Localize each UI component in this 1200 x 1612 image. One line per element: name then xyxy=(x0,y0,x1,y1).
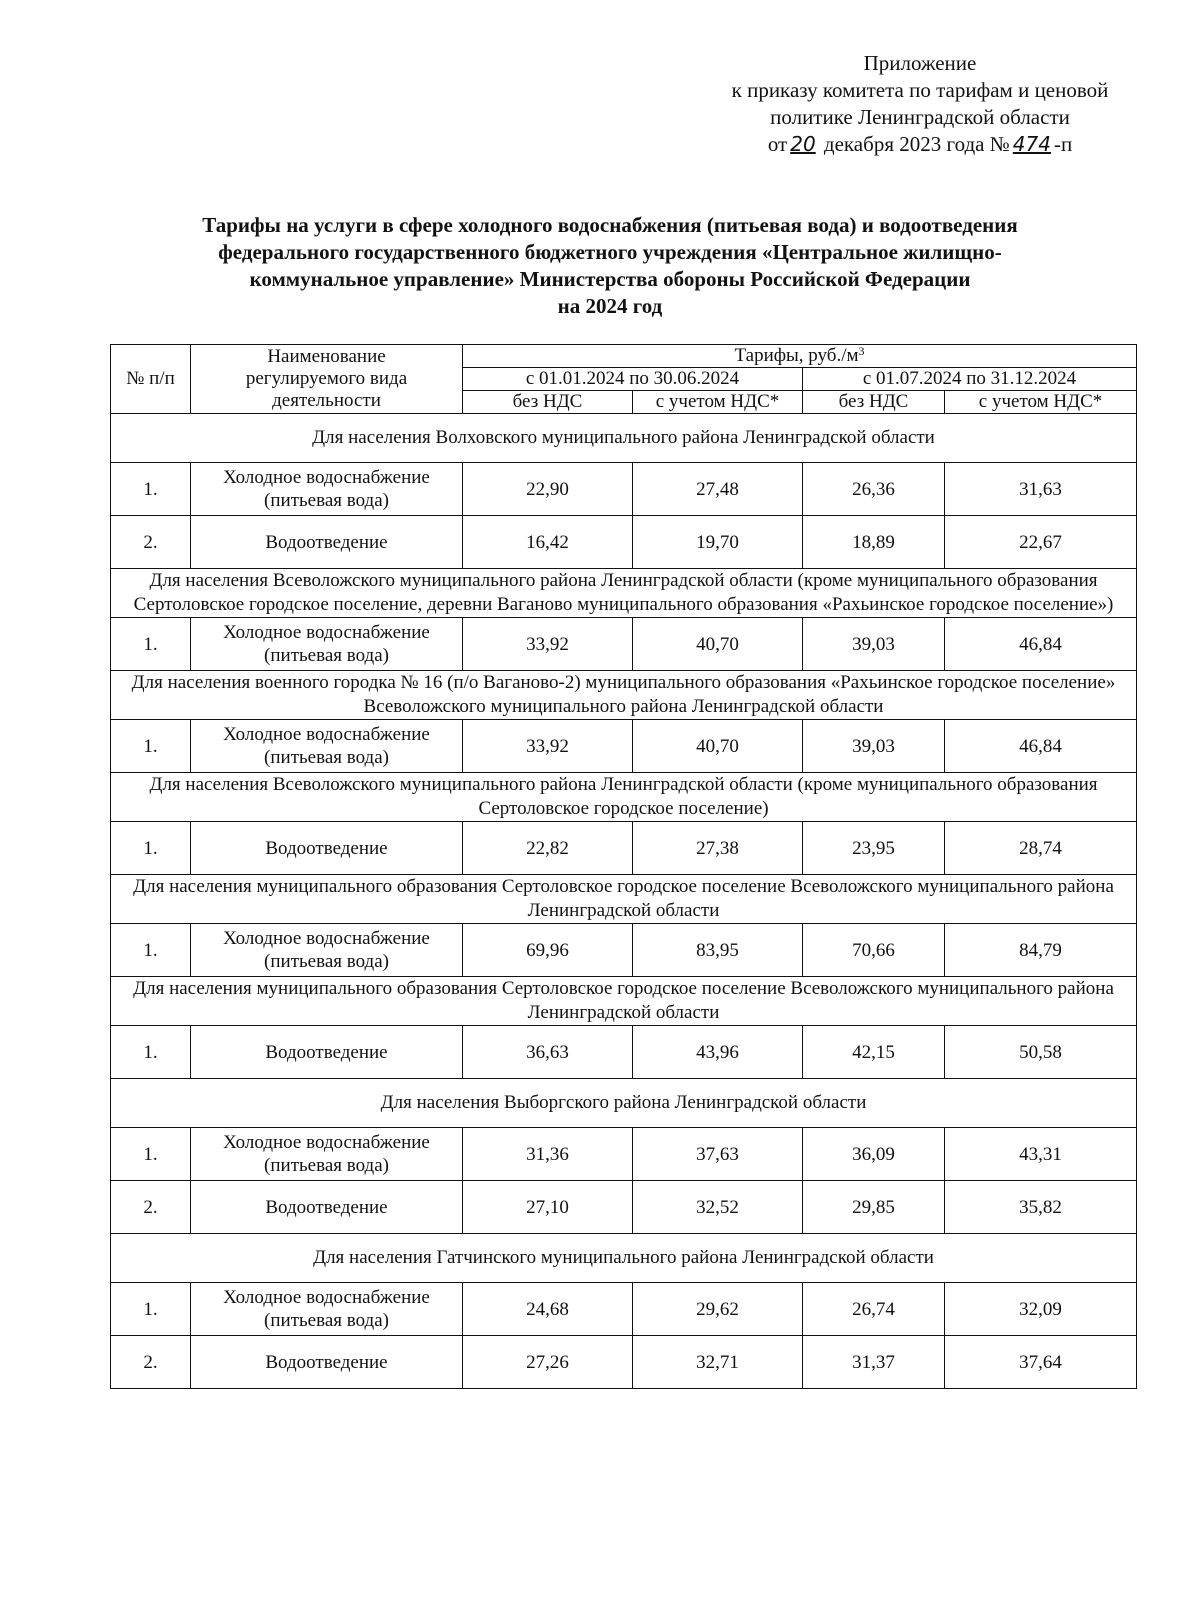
tariff-value: 19,70 xyxy=(633,516,803,569)
row-activity xyxy=(191,1128,463,1181)
row-activity-line-1: Холодное водоснабжение xyxy=(223,928,430,949)
tariff-value: 29,85 xyxy=(803,1181,945,1234)
header-activity xyxy=(191,345,463,414)
table-row xyxy=(111,1026,1137,1079)
tariff-value: 39,03 xyxy=(803,720,945,773)
title-line-2: федерального государственного бюджетного учреждения «Центральное жилищно- xyxy=(218,240,1002,264)
date-prefix: от xyxy=(767,132,788,156)
appendix-line-2: к приказу комитета по тарифам и ценовой xyxy=(731,78,1109,102)
header-period-1: с 01.01.2024 по 30.06.2024 xyxy=(463,368,803,391)
row-number: 1. xyxy=(111,1128,191,1181)
title-line-3: коммунальное управление» Министерства обороны Российской Федерации xyxy=(249,267,971,291)
section-row xyxy=(111,875,1137,924)
tariff-value: 31,36 xyxy=(463,1128,633,1181)
header-period-2: с 01.07.2024 по 31.12.2024 xyxy=(803,368,1137,391)
header-activity-line-1: Наименование xyxy=(267,346,386,367)
appendix-line-3: политике Ленинградской области xyxy=(770,105,1070,129)
row-activity-line-1: Водоотведение xyxy=(265,1351,388,1373)
tariff-value: 37,64 xyxy=(945,1336,1137,1389)
section-title: Для населения Волховского муниципального района Ленинградской области xyxy=(111,414,1137,463)
row-number: 1. xyxy=(111,463,191,516)
tariff-value: 69,96 xyxy=(463,924,633,977)
row-number: 1. xyxy=(111,924,191,977)
header-tariffs-label: Тарифы, руб./м xyxy=(734,345,859,366)
table-row xyxy=(111,516,1137,569)
header-activity-line-3: деятельности xyxy=(272,390,381,411)
tariff-value: 42,15 xyxy=(803,1026,945,1079)
appendix-date-line xyxy=(690,131,1150,158)
row-number: 2. xyxy=(111,516,191,569)
tariff-value: 32,71 xyxy=(633,1336,803,1389)
row-activity-line-2: (питьевая вода) xyxy=(264,490,389,511)
section-title: Для населения Всеволожского муниципального района Ленинградской области (кроме муниципального образования Сертоловское городское поселение, деревни Ваганово муниципального образования «Рахьинское городское поселение») xyxy=(111,569,1137,618)
tariff-value: 31,37 xyxy=(803,1336,945,1389)
section-title: Для населения Всеволожского муниципального района Ленинградской области (кроме муниципального образования Сертоловское городское поселение) xyxy=(111,773,1137,822)
tariff-value: 32,09 xyxy=(945,1283,1137,1336)
header-p1-no-vat: без НДС xyxy=(463,391,633,414)
row-activity xyxy=(191,516,463,569)
row-activity-line-1: Водоотведение xyxy=(265,1041,388,1063)
row-activity xyxy=(191,463,463,516)
tariff-value: 16,42 xyxy=(463,516,633,569)
section-row xyxy=(111,1234,1137,1283)
row-activity-line-1: Холодное водоснабжение xyxy=(223,724,430,745)
tariff-value: 43,96 xyxy=(633,1026,803,1079)
section-row xyxy=(111,1079,1137,1128)
table-row xyxy=(111,1336,1137,1389)
document-title xyxy=(110,212,1110,320)
tariff-value: 43,31 xyxy=(945,1128,1137,1181)
tariff-value: 40,70 xyxy=(633,618,803,671)
tariff-value: 40,70 xyxy=(633,720,803,773)
table-body xyxy=(111,414,1137,1389)
tariff-value: 31,63 xyxy=(945,463,1137,516)
tariff-value: 33,92 xyxy=(463,618,633,671)
tariff-value: 32,52 xyxy=(633,1181,803,1234)
tariff-value: 46,84 xyxy=(945,618,1137,671)
appendix-header xyxy=(690,50,1150,158)
tariff-value: 33,92 xyxy=(463,720,633,773)
tariff-value: 27,26 xyxy=(463,1336,633,1389)
row-activity-line-2: (питьевая вода) xyxy=(264,645,389,666)
table-row xyxy=(111,822,1137,875)
row-activity-line-1: Холодное водоснабжение xyxy=(223,622,430,643)
table-row xyxy=(111,1181,1137,1234)
tariff-value: 22,90 xyxy=(463,463,633,516)
row-activity-line-2: (питьевая вода) xyxy=(264,1155,389,1176)
row-activity-line-2: (питьевая вода) xyxy=(264,1310,389,1331)
tariff-value: 24,68 xyxy=(463,1283,633,1336)
row-number: 1. xyxy=(111,618,191,671)
section-row xyxy=(111,773,1137,822)
tariff-value: 35,82 xyxy=(945,1181,1137,1234)
row-activity xyxy=(191,1026,463,1079)
tariff-value: 22,67 xyxy=(945,516,1137,569)
header-tariffs xyxy=(463,345,1137,368)
section-title: Для населения муниципального образования Сертоловское городское поселение Всеволожского муниципального района Ленинградской области xyxy=(111,977,1137,1026)
tariff-value: 46,84 xyxy=(945,720,1137,773)
row-number: 1. xyxy=(111,822,191,875)
row-activity xyxy=(191,1283,463,1336)
appendix-title: Приложение xyxy=(863,51,977,75)
header-activity-line-2: регулируемого вида xyxy=(245,368,408,389)
section-row xyxy=(111,671,1137,720)
header-num: № п/п xyxy=(111,345,191,414)
section-row xyxy=(111,977,1137,1026)
date-day: 20 xyxy=(790,132,816,156)
row-number: 1. xyxy=(111,1026,191,1079)
order-suffix: -п xyxy=(1053,132,1073,156)
row-activity-line-1: Водоотведение xyxy=(265,1196,388,1218)
section-title: Для населения Выборгского района Ленинградской области xyxy=(111,1079,1137,1128)
row-activity xyxy=(191,1336,463,1389)
row-activity-line-1: Водоотведение xyxy=(265,531,388,553)
tariffs-table xyxy=(110,344,1137,1389)
tariff-value: 27,38 xyxy=(633,822,803,875)
table-header xyxy=(111,345,1137,414)
header-tariffs-unit-sup: 3 xyxy=(858,344,865,358)
tariff-value: 27,48 xyxy=(633,463,803,516)
title-line-4: на 2024 год xyxy=(557,294,663,318)
row-activity xyxy=(191,618,463,671)
section-title: Для населения муниципального образования Сертоловское городское поселение Всеволожского муниципального района Ленинградской области xyxy=(111,875,1137,924)
date-middle: декабря 2023 года № xyxy=(823,132,1010,156)
row-activity-line-1: Холодное водоснабжение xyxy=(223,467,430,488)
table-row xyxy=(111,1128,1137,1181)
row-number: 2. xyxy=(111,1336,191,1389)
tariff-value: 36,63 xyxy=(463,1026,633,1079)
tariff-value: 83,95 xyxy=(633,924,803,977)
tariff-value: 29,62 xyxy=(633,1283,803,1336)
row-activity-line-1: Холодное водоснабжение xyxy=(223,1287,430,1308)
row-activity-line-2: (питьевая вода) xyxy=(264,747,389,768)
header-p2-no-vat: без НДС xyxy=(803,391,945,414)
table-row xyxy=(111,463,1137,516)
row-activity xyxy=(191,1181,463,1234)
section-title: Для населения военного городка № 16 (п/о Ваганово-2) муниципального образования «Рахьинское городское поселение» Всеволожского муниципального района Ленинградской области xyxy=(111,671,1137,720)
tariff-value: 70,66 xyxy=(803,924,945,977)
tariff-value: 26,36 xyxy=(803,463,945,516)
header-p2-with-vat: с учетом НДС* xyxy=(945,391,1137,414)
header-p1-with-vat: с учетом НДС* xyxy=(633,391,803,414)
section-row xyxy=(111,414,1137,463)
row-activity xyxy=(191,720,463,773)
tariff-value: 39,03 xyxy=(803,618,945,671)
tariff-value: 84,79 xyxy=(945,924,1137,977)
tariff-value: 36,09 xyxy=(803,1128,945,1181)
table-row xyxy=(111,924,1137,977)
table-row xyxy=(111,1283,1137,1336)
table-row xyxy=(111,618,1137,671)
row-number: 1. xyxy=(111,1283,191,1336)
row-activity xyxy=(191,924,463,977)
title-line-1: Тарифы на услуги в сфере холодного водоснабжения (питьевая вода) и водоотведения xyxy=(202,213,1018,237)
section-title: Для населения Гатчинского муниципального района Ленинградской области xyxy=(111,1234,1137,1283)
tariff-value: 27,10 xyxy=(463,1181,633,1234)
tariff-value: 26,74 xyxy=(803,1283,945,1336)
row-activity xyxy=(191,822,463,875)
tariff-value: 37,63 xyxy=(633,1128,803,1181)
row-activity-line-1: Холодное водоснабжение xyxy=(223,1132,430,1153)
tariff-value: 22,82 xyxy=(463,822,633,875)
row-number: 1. xyxy=(111,720,191,773)
order-number: 474 xyxy=(1012,132,1051,156)
tariff-value: 23,95 xyxy=(803,822,945,875)
section-row xyxy=(111,569,1137,618)
tariff-value: 18,89 xyxy=(803,516,945,569)
tariff-value: 28,74 xyxy=(945,822,1137,875)
table-row xyxy=(111,720,1137,773)
row-activity-line-1: Водоотведение xyxy=(265,837,388,859)
tariff-value: 50,58 xyxy=(945,1026,1137,1079)
row-activity-line-2: (питьевая вода) xyxy=(264,951,389,972)
row-number: 2. xyxy=(111,1181,191,1234)
